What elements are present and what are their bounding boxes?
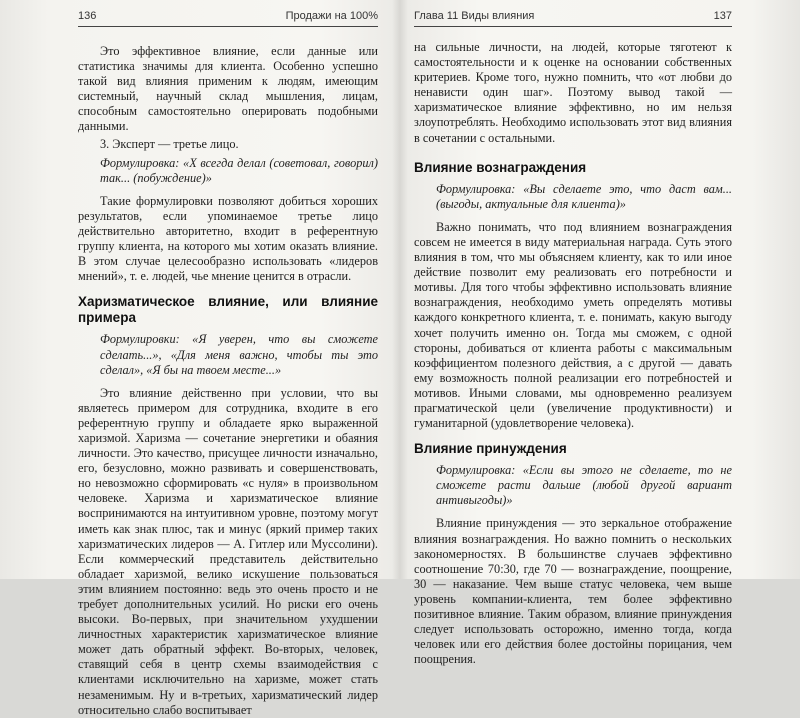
right-page (400, 0, 800, 667)
formula-text: Формулировка: «Х всегда делал (советовал, говорил) так... (побуждение)» (100, 155, 378, 185)
chapter-title: Глава 11 Виды влияния (414, 10, 535, 22)
section-heading: Влияние вознаграждения (414, 159, 587, 175)
page-number: 136 (78, 10, 97, 22)
paragraph: Влияние принуждения — это зеркальное отображение влияния вознаграждения. Но важно помнить о нескольких закономерностях. В большинстве случаев эффективно соотношение 70:30, где 70 — вознаграждение, поощрение, 30 — наказание. Чем выше статус человека, чем выше уровень компании-клиента, тем более эффективно позитивное влияние. Таким образом, влияние принуждения следует использовать осторожно, именно тогда, когда человек или его действия более достойны порицания, чем поощрения. (414, 516, 732, 667)
paragraph: на сильные личности, на людей, которые тяготеют к самостоятельности и к оценке на основании собственных критериев. Кроме того, нужно помнить, что «от любви до ненависти один шаг». Поэтому вывод такой — харизматическое влияние эффективно, но им нельзя злоупотреблять. Необходимо использовать этот вид влияния в сочетании с остальными. (414, 40, 732, 145)
left-page (0, 0, 400, 717)
page-number: 137 (713, 10, 732, 22)
paragraph: Это влияние действенно при условии, что вы являетесь примером для сотрудника, входите в его референтную группу и обладаете ярко выраженной харизмой. Харизма — сочетание энергетики и обаяния личности. Это качество, присущее личности изначально, его, безусловно, можно развивать и совершенствовать, но невозможно сформировать «с нуля» в произвольном человеке. Харизма и харизматическое влияние воспринимаются на интуитивном уровне, поэтому могут иметь как знак плюс, так и минус (яркий пример таких харизматических лидеров — А. Гитлер или Муссолини). Если коммерческий представитель действительно обладает харизмой, велико искушение пользоваться этим влиянием постоянно: ведь это очень просто и не требует дополнительных усилий. Но риски его очень высоки. Во-первых, при значительном ухудшении личностных характеристик харизматическое влияние может дать обратный эффект. Во-вторых, человек, ставящий себя в центр схемы взаимодействия с клиентами исключительно на харизме, может стать незаменимым. Ну и в-третьих, харизматический лидер относительно слабо воспитывает (78, 385, 378, 717)
list-item: 3. Эксперт — третье лицо. (100, 136, 239, 151)
formula-text: Формулировка: «Вы сделаете это, что даст вам... (выгоды, актуальные для клиента)» (436, 181, 732, 211)
left-page-header (78, 10, 378, 27)
left-page-body (78, 44, 378, 718)
running-title: Продажи на 100% (285, 10, 378, 22)
section-heading: Харизматическое влияние, или влияние примера (78, 294, 378, 326)
paragraph: Это эффективное влияние, если данные или статистика значимы для клиента. Особенно успешно такой вид влияния применим к людям, имеющим системный, научный склад мышления, лицам, способным самостоятельно оперировать подобными данными. (78, 44, 378, 134)
formula-text: Формулировка: «Если вы этого не сделаете, то не сможете расти дальше (любой другой вариант антивыгоды)» (436, 463, 732, 508)
paragraph: Важно понимать, что под влиянием вознаграждения совсем не имеется в виду материальная награда. Суть этого влияния в том, что мы объясняем клиенту, как то или иное действие позволит ему реализовать его потребности и мотивы. Для того чтобы эффективно использовать влияние вознаграждения, необходимо уметь определять мотивы каждого конкретного клиента, т. е. понимать, какую выгоду хочет получить именно он. Тогда мы сможем, с одной стороны, добиваться от клиента работы с максимальным коэффициентом полезного действия, а с другой — давать ему возможность полной реализации его потребностей и мотивов. Иными словами, мы одновременно реализуем прагматической цели (увеличение продуктивности) и гуманитарной (удовлетворение человека). (414, 219, 732, 431)
paragraph: Такие формулировки позволяют добиться хороших результатов, если упоминаемое третье лицо действительно авторитетно, входит в референтную группу клиента, на которого мы хотим оказать влияние. В этом случае целесообразно использовать «лидеров мнений», т. е. людей, чье мнение ценится в отрасли. (78, 193, 378, 284)
right-page-header (414, 10, 732, 27)
formula-text: Формулировки: «Я уверен, что вы сможете сделать...», «Для меня важно, чтобы ты это сделал», «Я бы на твоем месте...» (100, 332, 378, 377)
section-heading: Влияние принуждения (414, 441, 567, 457)
right-page-body (414, 40, 732, 667)
